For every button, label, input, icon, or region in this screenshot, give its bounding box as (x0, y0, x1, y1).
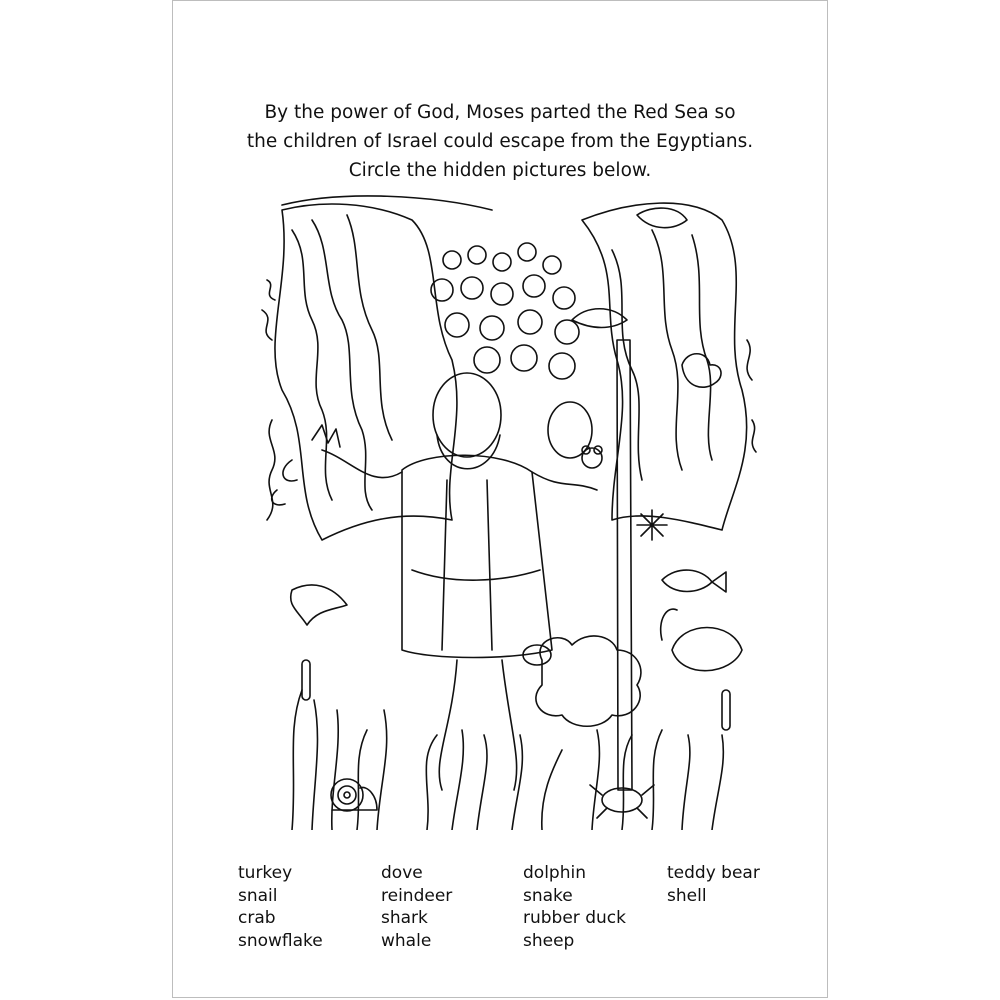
whale-drawing (637, 208, 687, 228)
word-whale: whale (381, 930, 432, 951)
duck-drawing (682, 354, 721, 387)
snowflake-drawing (637, 510, 667, 540)
left-water-wall (262, 204, 457, 540)
word-shell: shell (667, 885, 707, 906)
snail-drawing (331, 779, 377, 811)
instruction-line-2: the children of Israel could escape from the Egyptians. (246, 131, 754, 152)
instruction-line-1: By the power of God, Moses parted the Red Sea so (264, 102, 736, 123)
word-shark: shark (381, 908, 428, 928)
reeds-and-grass (292, 660, 730, 830)
word-teddy-bear: teddy bear (667, 863, 760, 883)
word-reindeer: reindeer (381, 885, 453, 906)
dove-drawing (291, 585, 347, 625)
child-figure (548, 402, 602, 468)
word-dove: dove (381, 863, 423, 883)
sheep-drawing (523, 636, 641, 726)
word-snail: snail (238, 885, 278, 906)
word-turkey: turkey (238, 863, 293, 883)
hidden-pictures-list (238, 862, 798, 962)
turkey-drawing (661, 609, 742, 671)
word-column-2 (381, 862, 452, 952)
word-snake: snake (523, 885, 573, 906)
word-column-4 (667, 862, 760, 907)
word-column-3 (523, 862, 626, 952)
dolphin-drawing (572, 309, 627, 328)
right-water-wall (582, 203, 756, 530)
instructions (0, 98, 1000, 185)
word-sheep: sheep (523, 930, 575, 951)
word-column-1 (238, 862, 323, 952)
instruction-line-3: Circle the hidden pictures below. (348, 160, 652, 181)
word-rubber-duck: rubber duck (523, 908, 626, 928)
crowd-of-israelites (282, 196, 579, 379)
parting-red-sea-illustration (252, 190, 762, 830)
staff (617, 340, 632, 790)
word-crab: crab (238, 908, 276, 928)
word-snowflake: snowflake (238, 930, 323, 951)
word-dolphin: dolphin (523, 863, 586, 883)
fish-drawing (662, 570, 726, 592)
